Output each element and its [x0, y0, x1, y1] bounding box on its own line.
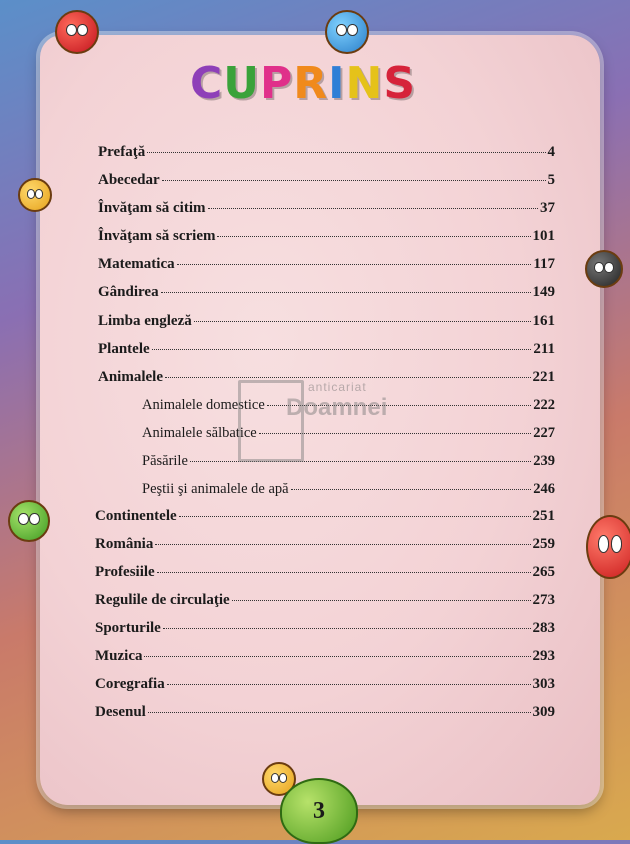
toc-entry-page: 222	[533, 397, 555, 413]
title-letter: N	[345, 58, 384, 109]
toc-entry-page: 5	[547, 172, 555, 188]
dot-leader	[194, 320, 531, 322]
toc-entry-label: Animalele sălbatice	[142, 425, 257, 441]
toc-entry-label: Gândirea	[98, 284, 159, 300]
toc-entry-label: Limba engleză	[98, 313, 192, 329]
toc-entry-page: 293	[532, 648, 555, 664]
toc-entry-label: Matematica	[98, 256, 175, 272]
toc-entry-label: Coregrafia	[95, 676, 165, 692]
toc-entry	[95, 536, 555, 553]
page-number: 3	[280, 778, 358, 844]
toc-entry-page: 251	[532, 508, 555, 524]
toc-entry-page: 265	[532, 564, 555, 580]
toc-entry-page: 259	[532, 536, 555, 552]
toc-entry	[98, 313, 555, 330]
toc-entry-label: Muzica	[95, 648, 143, 664]
watermark	[238, 380, 398, 458]
toc-entry-page: 117	[533, 256, 555, 272]
dot-leader	[232, 599, 531, 601]
toc-entry-label: Profesiile	[95, 564, 155, 580]
toc-entry-page: 303	[532, 676, 555, 692]
dot-leader	[144, 655, 530, 657]
toc-entry-label: Păsările	[142, 453, 188, 469]
toc-entry	[98, 341, 555, 358]
toc-entry	[95, 704, 555, 721]
toc-entry-page: 273	[532, 592, 555, 608]
dot-leader	[157, 571, 531, 573]
toc-entry-label: România	[95, 536, 154, 552]
toc-subentry	[142, 481, 555, 498]
dot-leader	[163, 627, 531, 629]
toc-entry	[95, 592, 555, 609]
title-letter: S	[383, 58, 417, 109]
toc-entry-page: 149	[532, 284, 555, 300]
toc-entry	[98, 172, 555, 189]
toc-entry	[95, 564, 555, 581]
dot-leader	[152, 348, 532, 350]
toc-entry	[98, 284, 555, 301]
toc-entry-page: 4	[547, 144, 555, 160]
toc-entry	[95, 620, 555, 637]
toc-entry	[95, 676, 555, 693]
toc-entry-label: Animalele	[98, 369, 163, 385]
title-letter: U	[223, 58, 261, 109]
title-letter: C	[190, 58, 224, 109]
dot-leader	[167, 683, 531, 685]
toc-entry-page: 211	[533, 341, 555, 357]
toc-entry	[95, 508, 555, 525]
dot-leader	[217, 235, 530, 237]
toc-entry	[98, 228, 555, 245]
toc-entry-page: 227	[533, 425, 555, 441]
toc-entry-label: Abecedar	[98, 172, 160, 188]
toc-entry-label: Peştii şi animalele de apă	[142, 481, 289, 497]
toc-entry	[98, 200, 555, 217]
toc-entry-label: Regulile de circulaţie	[95, 592, 230, 608]
dot-leader	[177, 263, 532, 265]
toc-entry	[98, 144, 555, 161]
toc-entry-label: Învăţam să citim	[98, 200, 206, 216]
toc-entry	[95, 648, 555, 665]
toc-entry-label: Plantele	[98, 341, 150, 357]
dot-leader	[155, 543, 530, 545]
toc-entry-page: 283	[532, 620, 555, 636]
toc-entry-page: 37	[540, 200, 555, 216]
dot-leader	[161, 291, 531, 293]
toc-entry-page: 161	[532, 313, 555, 329]
toc-entry	[98, 256, 555, 273]
watermark-large-text: Doamnei	[286, 394, 388, 421]
dot-leader	[179, 515, 531, 517]
toc-entry-label: Animalele domestice	[142, 397, 265, 413]
toc-entry-page: 221	[532, 369, 555, 385]
toc-entry-page: 309	[532, 704, 555, 720]
dot-leader	[148, 711, 531, 713]
title-letter: P	[260, 58, 294, 109]
toc-entry-label: Sporturile	[95, 620, 161, 636]
title-letter: R	[293, 58, 329, 109]
toc-entry-label: Continentele	[95, 508, 177, 524]
toc-entry-page: 246	[533, 481, 555, 497]
toc-entry-page: 101	[532, 228, 555, 244]
toc-entry-label: Prefaţă	[98, 144, 146, 160]
dot-leader	[162, 179, 546, 181]
dot-leader	[291, 488, 532, 490]
dot-leader	[165, 376, 531, 378]
toc-entry-label: Învăţam să scriem	[98, 228, 216, 244]
toc-entry-page: 239	[533, 453, 555, 469]
dot-leader	[147, 151, 545, 153]
title-letter: I	[328, 58, 346, 109]
dot-leader	[208, 207, 539, 209]
watermark-small-text: anticariat	[308, 380, 367, 394]
toc-entry-label: Desenul	[95, 704, 146, 720]
